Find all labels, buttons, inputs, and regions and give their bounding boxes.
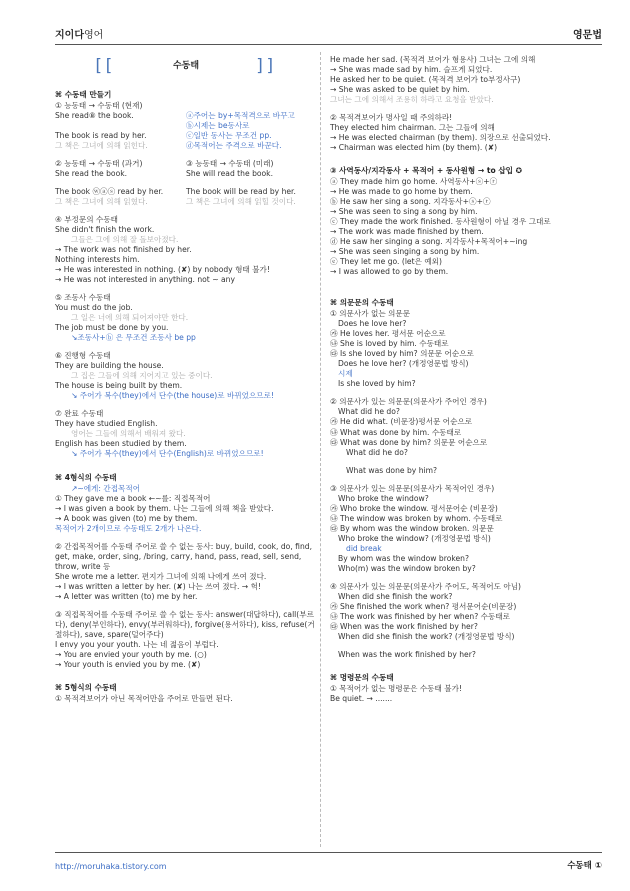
line-left xyxy=(55,121,186,131)
line-right: 그 책은 그녀에 의해 읽힐 것이다. xyxy=(186,197,296,207)
text-line: ⑥ 진행형 수동태 xyxy=(55,351,111,361)
text-line: → He was not interested in anything. not ~ any xyxy=(55,275,235,285)
footer-rule xyxy=(55,852,602,853)
line-right: ⓐ주어는 by+목적격으로 바꾸고 xyxy=(186,111,295,121)
text-line: ① 목적격보어가 아닌 목적어만을 주어로 만들면 된다. xyxy=(55,693,233,703)
text-line: ㉯ The window was broken by whom. 수동태로 xyxy=(330,513,503,523)
text-line: ① 의문사가 없는 의문문 xyxy=(330,309,411,319)
text-line: ⓓ He saw her singing a song. 지각동사+목적어+~ing xyxy=(330,237,528,247)
line-right: She will read the book. xyxy=(186,169,273,179)
spacer xyxy=(330,105,592,113)
text-line: They elected him chairman. 그는 그들에 의해 xyxy=(330,123,495,133)
text-line: 그 집은 그들에 의해 지어지고 있는 중이다. xyxy=(71,371,213,381)
text-line: ㉯ The work was finished by her when? 수동태로 xyxy=(330,611,510,621)
text-line: → I was allowed to go by them. xyxy=(330,267,449,277)
text-line: → A book was given (to) me by them. xyxy=(55,513,198,523)
text-line: 그녀는 그에 의해서 조용히 하라고 요청을 받았다. xyxy=(330,95,494,105)
text-line: Is she loved by him? xyxy=(338,379,416,389)
text-line: Who broke the window? xyxy=(338,493,429,503)
section-heading: ⌘ 4형식의 수동태 xyxy=(55,472,117,482)
two-col-line xyxy=(55,141,317,151)
two-col-line xyxy=(55,159,317,169)
text-line: ① 목적어가 없는 명령문은 수동태 불가! xyxy=(330,683,462,693)
header-rule xyxy=(55,44,602,45)
line-left: The book ⓦⓐⓢ read by her. xyxy=(55,187,164,197)
text-line: → The work was not finished by her. xyxy=(55,245,192,255)
spacer xyxy=(55,602,317,610)
text-line: ② 간접목적어를 수동태 주어로 쓸 수 없는 동사: buy, build, cook, do, find, get, make, order, sing, /bring, carry, hand, pass, read, sell, send, throw, write 등 xyxy=(55,541,312,571)
section-heading: ③ 사역동사/지각동사 + 목적어 + 동사원형 → to 삽입 ✪ xyxy=(330,166,522,176)
line-right: ⓓ목적어는 주격으로 바꾼다. xyxy=(186,141,282,151)
text-line: 목적어가 2개이므로 수동태도 2개가 나온다. xyxy=(55,523,202,533)
text-line: → She was made sad by him. 슬프게 되었다. xyxy=(330,65,493,75)
text-line: What did he do? xyxy=(338,407,400,417)
text-line: English has been studied by them. xyxy=(55,439,187,449)
text-line: 영어는 그들에 의해서 배워져 왔다. xyxy=(71,429,186,439)
text-line: When did she finish the work? (개정영문법 방식) xyxy=(338,631,515,641)
text-line: ⓔ They let me go. (let은 예외) xyxy=(330,257,442,267)
text-line: → He was interested in nothing. (✘) by nobody 형태 불가! xyxy=(55,265,270,275)
spacer xyxy=(55,534,317,542)
text-line: He made her sad. (목적격 보어가 형용사) 그녀는 그에 의해 xyxy=(330,55,536,64)
spacer xyxy=(55,207,317,215)
title-block xyxy=(55,55,317,85)
text-line: The house is being built by them. xyxy=(55,381,183,391)
brand-bold: 지이다 xyxy=(55,30,84,41)
spacer xyxy=(55,151,317,159)
brand xyxy=(55,29,103,42)
text-line: When did she finish the work? xyxy=(338,591,453,601)
spacer xyxy=(330,277,592,285)
text-line: She didn't finish the work. xyxy=(55,225,155,235)
text-line: Be quiet. → ....... xyxy=(330,693,393,703)
text-line: → You are envied your youth by me. (○) xyxy=(55,649,207,659)
text-line: ㉯ What was done by him. 수동태로 xyxy=(330,427,462,437)
text-line: ㉰ By whom was the window broken. 의문문 xyxy=(330,523,494,533)
footer-url[interactable]: http://moruhaka.tistory.com xyxy=(55,862,167,871)
text-line: ⑦ 완료 수동태 xyxy=(55,409,104,419)
text-line: ㉰ What was done by him? 의문문 어순으로 xyxy=(330,437,488,447)
text-line: They have studied English. xyxy=(55,419,158,429)
text-line: → She was seen to sing a song by him. xyxy=(330,207,478,217)
text-line: did break xyxy=(346,543,382,553)
text-line: → She was asked to be quiet by him. xyxy=(330,85,470,95)
title-bracket-close: ]] xyxy=(255,56,276,76)
text-line: ① 능동태 → 수동태 (현재) xyxy=(55,101,143,111)
text-line: → The work was made finished by them. xyxy=(330,227,484,237)
spacer xyxy=(55,670,317,678)
text-line: ↘ 주어가 복수(they)에서 단수(English)로 바뀌었으므로! xyxy=(71,449,264,459)
section-heading: ⌘ 의문문의 수동태 xyxy=(330,298,394,308)
section-heading: ⌘ 수동태 만들기 xyxy=(55,90,112,99)
text-line: ④ 의문사가 있는 의문문(의문사가 주어도, 목적어도 아님) xyxy=(330,581,522,591)
text-line: ㉰ When was the work finished by her? xyxy=(330,621,478,631)
line-right: The book will be read by her. xyxy=(186,187,296,197)
spacer xyxy=(330,660,592,668)
spacer xyxy=(55,460,317,468)
text-line: ㉮ She finished the work when? 평서문어순(비문장) xyxy=(330,601,517,611)
text-line: 그 일은 너에 의해 되어져야만 한다. xyxy=(71,313,189,323)
text-line: 그들은 그에 의해 잘 돌보아졌다. xyxy=(71,235,179,245)
line-left: ② 능동태 → 수동태 (과거) xyxy=(55,159,143,169)
spacer xyxy=(330,574,592,582)
text-line: Does he love her? (개정영문법 방식) xyxy=(338,359,469,369)
text-line: → He was made to go home by them. xyxy=(330,187,473,197)
section-heading: ⌘ 명령문의 수동태 xyxy=(330,672,394,682)
line-right: ⓒ일반 동사는 무조건 pp. xyxy=(186,131,272,141)
text-line: She wrote me a letter. 편지가 그녀에 의해 나에게 쓰여 졌다. xyxy=(55,571,267,581)
text-line: They are building the house. xyxy=(55,361,164,371)
text-line: ↗~에게: 간접목적어 xyxy=(71,483,141,493)
text-line: The job must be done by you. xyxy=(55,323,169,333)
two-col-line xyxy=(55,169,317,179)
text-line: ⓐ They made him go home. 사역동사+ⓢ+ⓡ xyxy=(330,177,498,187)
text-line: → I was written a letter by her. (✘) 나는 쓰여 졌다. → 헉! xyxy=(55,581,261,591)
line-left: 그 책은 그녀에 의해 읽힌다. xyxy=(55,141,148,151)
text-line: Nothing interests him. xyxy=(55,255,140,265)
text-line: ③ 의문사가 있는 의문문(의문사가 목적어인 경우) xyxy=(330,483,495,493)
left-column xyxy=(55,55,317,704)
page-header xyxy=(0,0,630,44)
page-title: 수동태 xyxy=(172,61,200,71)
column-divider xyxy=(320,52,321,847)
text-line: ㉯ She is loved by him. 수동태로 xyxy=(330,339,449,349)
two-col-line xyxy=(55,197,317,207)
title-bracket-open: [[ xyxy=(93,56,114,76)
text-line: What did he do? xyxy=(346,447,408,457)
two-col-line xyxy=(55,131,317,141)
line-left: She read the book. xyxy=(55,169,128,179)
text-line: Who broke the window? (개정영문법 방식) xyxy=(338,533,491,543)
text-line: ㉮ Who broke the window. 평서문어순 (비문장) xyxy=(330,503,498,513)
text-line: ④ 부정문의 수동태 xyxy=(55,215,118,225)
spacer xyxy=(330,458,592,466)
text-line: → I was given a book by them. 나는 그들에 의해 책을 받았다. xyxy=(55,503,274,513)
text-line: ㉮ He did what. (비문장)평서문 어순으로 xyxy=(330,417,473,427)
spacer xyxy=(330,642,592,650)
category-label: 영문법 xyxy=(573,30,602,41)
line-right: ⓑ시제는 be동사로 xyxy=(186,121,250,131)
text-line: He asked her to be quiet. (목적격 보어가 to부정사구) xyxy=(330,75,521,85)
brand-light: 영어 xyxy=(83,30,104,41)
text-line: By whom was the window broken? xyxy=(338,553,469,563)
text-line: ② 목적격보어가 명사일 때 주의하라! xyxy=(330,113,453,123)
text-line: You must do the job. xyxy=(55,303,133,313)
text-line: ㉮ He loves her. 평서문 어순으로 xyxy=(330,329,446,339)
footer-page: 수동태 ① xyxy=(567,861,602,871)
text-line: ㉰ Is she loved by him? 의문문 어순으로 xyxy=(330,349,474,359)
text-line: ↘조동사+ⓑ 은 무조건 조동사 be pp xyxy=(71,333,196,343)
spacer xyxy=(330,476,592,484)
text-line: 시제 xyxy=(338,369,353,379)
two-col-line xyxy=(55,187,317,197)
section-heading: ⌘ 5형식의 수동태 xyxy=(55,682,117,692)
line-left: 그 책은 그녀에 의해 읽혔다. xyxy=(55,197,148,207)
text-line: What was done by him? xyxy=(346,465,438,475)
text-line: ⓑ He saw her sing a song. 지각동사+ⓢ+ⓡ xyxy=(330,197,491,207)
text-line: ③ 직접목적어를 수동태 주어로 쓸 수 없는 동사: answer(대답하다), call(부르다), deny(부인하다), envy(부러워하다), forgive(용서하다), kiss, refuse(거절하다), save, spare(덜어주다) xyxy=(55,609,315,639)
text-line: ② 의문사가 있는 의문문(의문사가 주어인 경우) xyxy=(330,397,487,407)
right-column xyxy=(330,55,592,704)
two-col-line xyxy=(55,111,317,121)
text-line: → Chairman was elected him (by them). (✘) xyxy=(330,143,498,153)
text-line: I envy you your youth. 나는 네 젊음이 부럽다. xyxy=(55,639,219,649)
spacer xyxy=(330,285,592,293)
line-left: The book is read by her. xyxy=(55,131,147,141)
text-line: ↘ 주어가 복수(they)에서 단수(the house)로 바뀌었으므로! xyxy=(71,391,275,401)
text-line: ⑤ 조동사 수동태 xyxy=(55,293,111,303)
spacer xyxy=(330,153,592,161)
text-line: Does he love her? xyxy=(338,319,407,329)
text-line: → A letter was written (to) me by her. xyxy=(55,591,198,601)
text-line: ⓒ They made the work finished. 동사원형이 아닐 경우 그대로 xyxy=(330,217,551,227)
line-left: She read⑧ the book. xyxy=(55,111,134,121)
line-right: ③ 능동태 → 수동태 (미래) xyxy=(186,159,274,169)
text-line: ① They gave me a book ←~를: 직접목적어 xyxy=(55,493,211,503)
spacer xyxy=(55,179,317,187)
text-line: Who(m) was the window broken by? xyxy=(338,563,476,573)
text-line: When was the work finished by her? xyxy=(338,649,476,659)
text-line: → He was elected chairman (by them). 의장으로 선출되었다. xyxy=(330,133,551,143)
two-col-line xyxy=(55,121,317,131)
text-line: → Your youth is envied you by me. (✘) xyxy=(55,659,201,669)
text-line: → She was seen singing a song by him. xyxy=(330,247,480,257)
